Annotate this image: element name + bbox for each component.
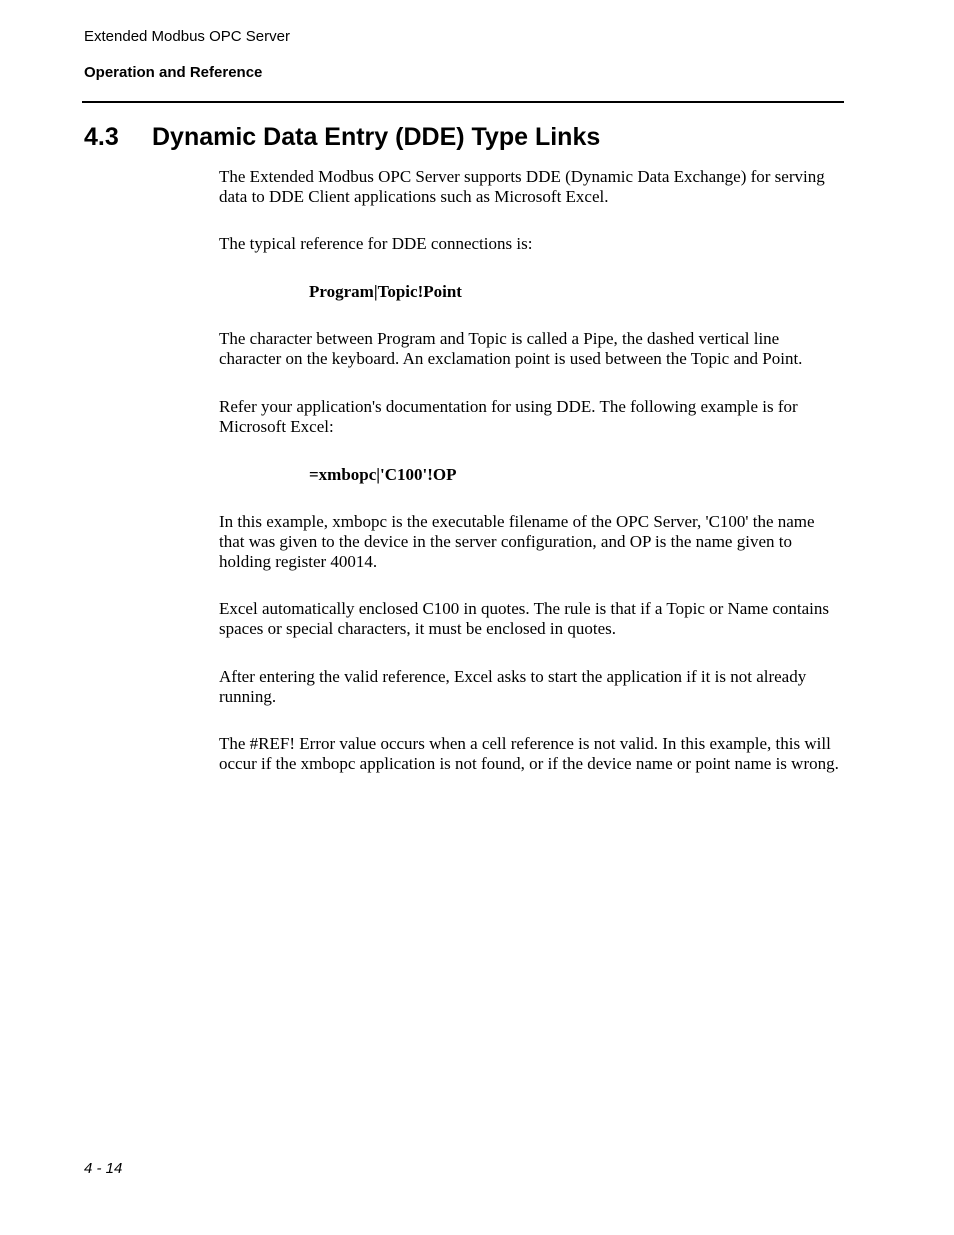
paragraph-excel-intro: Refer your application's documentation for using DDE. The following example is for Microsoft Excel: [219,397,798,436]
paragraph-pipe-character: The character between Program and Topic is called a Pipe, the dashed vertical line character on the keyboard. An exclamation point is used between the Topic and Point. [219,329,803,368]
code-example-generic: Program|Topic!Point [309,282,462,301]
header-divider [82,101,844,103]
paragraph-start-application: After entering the valid reference, Excel asks to start the application if it is not already running. [219,667,807,706]
page-number: 4 - 14 [84,1160,123,1177]
paragraph-example-explanation: In this example, xmbopc is the executable filename of the OPC Server, 'C100' the name that was given to the device in the server configuration, and OP is the name given to holding register 40014. [219,512,815,571]
section-heading [84,121,600,153]
document-header-subtitle: Operation and Reference [84,64,263,81]
section-number: 4.3 [84,123,119,151]
paragraph-quotes-rule: Excel automatically enclosed C100 in quotes. The rule is that if a Topic or Name contains spaces or special characters, it must be enclosed in quotes. [219,599,830,638]
paragraph-ref-error: The #REF! Error value occurs when a cell reference is not valid. In this example, this will occur if the xmbopc application is not found, or if the device name or point name is wrong. [219,734,839,773]
paragraph-typical-reference: The typical reference for DDE connections is: [219,234,533,253]
section-title: Dynamic Data Entry (DDE) Type Links [152,123,601,151]
paragraph-dde-support: The Extended Modbus OPC Server supports DDE (Dynamic Data Exchange) for serving data to DDE Client applications such as Microsoft Excel. [219,167,825,206]
document-header-title: Extended Modbus OPC Server [84,28,290,45]
code-example-excel: =xmbopc|'C100'!OP [309,465,457,484]
